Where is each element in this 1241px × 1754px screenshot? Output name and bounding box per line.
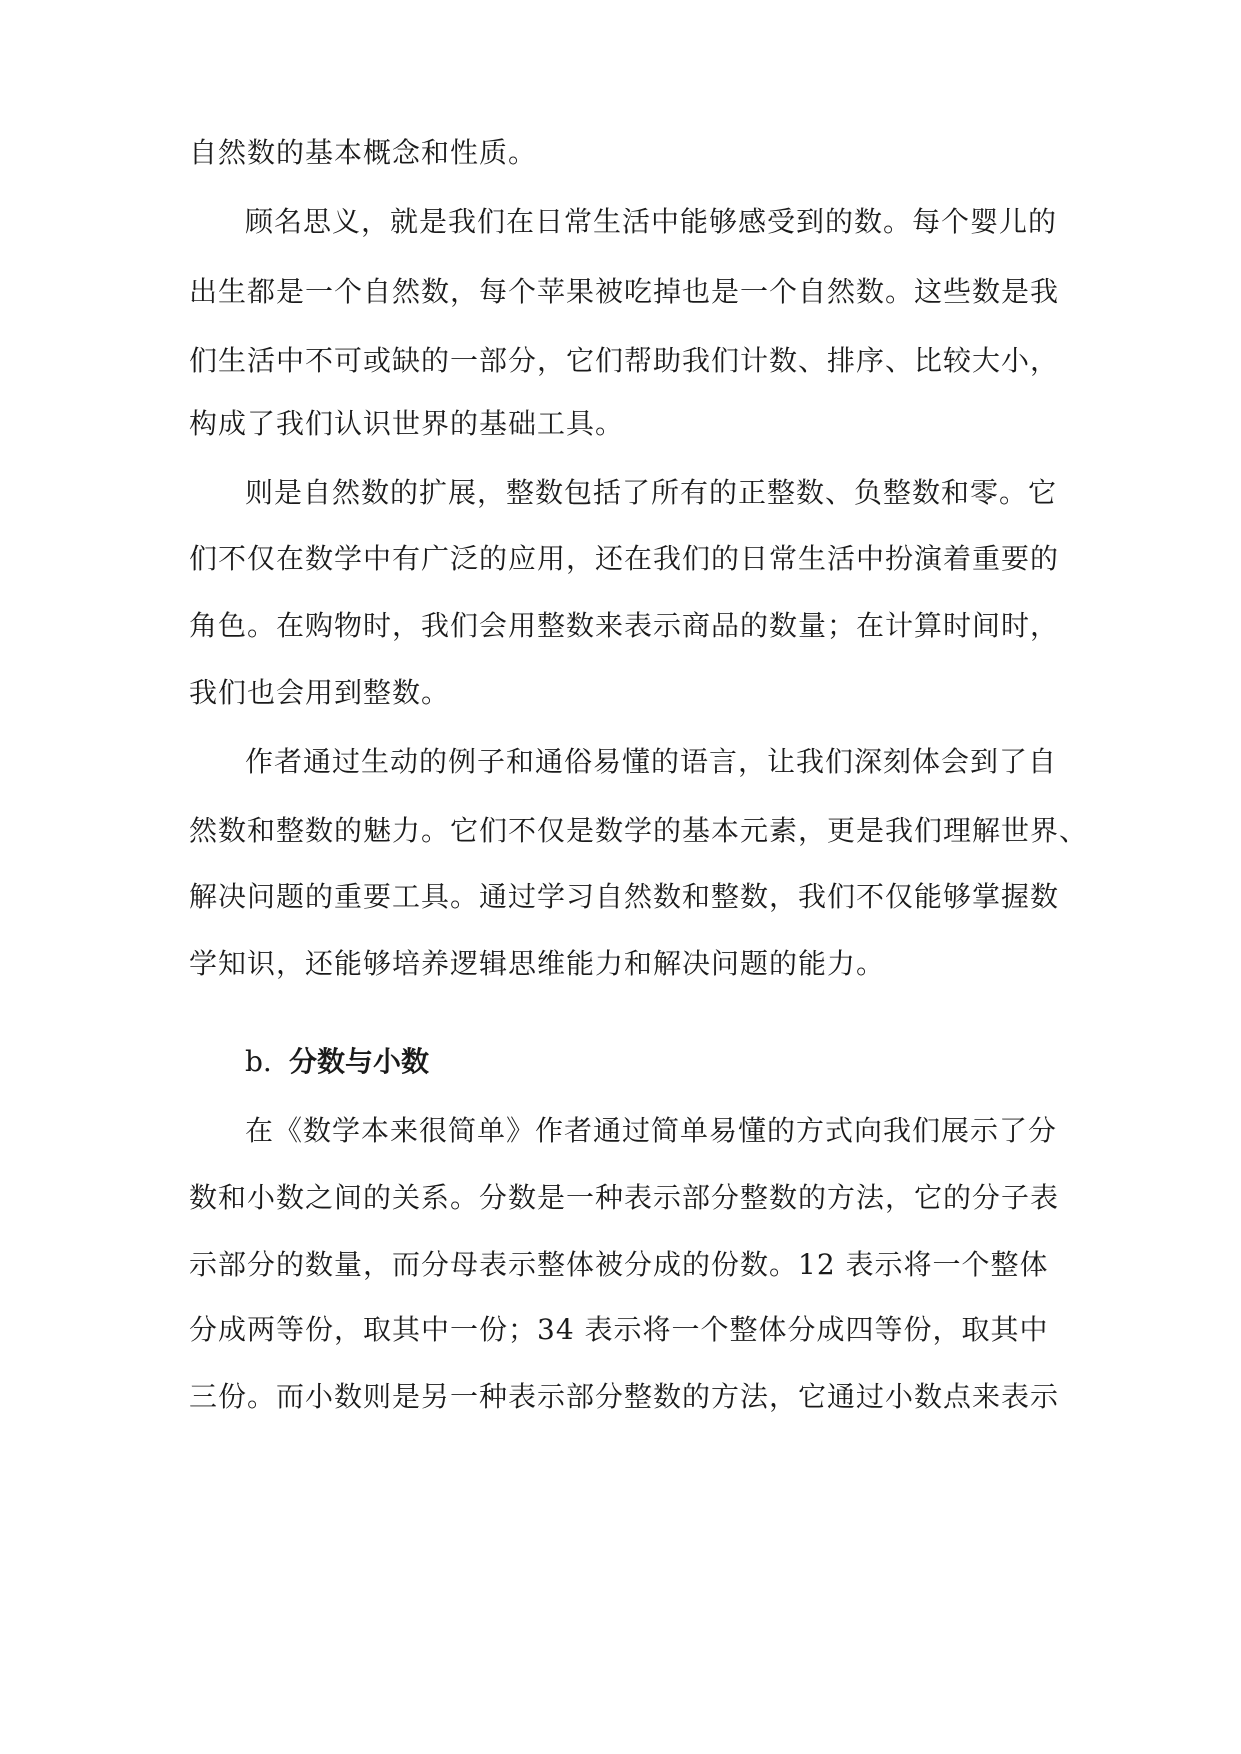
paragraph-line: 我们也会用到整数。 [189,676,451,709]
paragraph-line: 学知识，还能够培养逻辑思维能力和解决问题的能力。 [189,947,886,980]
paragraph-line: 们生活中不可或缺的一部分，它们帮助我们计数、排序、比较大小， [189,344,1060,377]
paragraph-line: 作者通过生动的例子和通俗易懂的语言，让我们深刻体会到了自 [245,745,1058,778]
paragraph-line: 构成了我们认识世界的基础工具。 [189,407,625,440]
paragraph-line: 在《数学本来很简单》作者通过简单易懂的方式向我们展示了分 [245,1114,1058,1147]
paragraph-line: 然数和整数的魅力。它们不仅是数学的基本元素，更是我们理解世界、 [189,814,1089,847]
paragraph-line: 三份。而小数则是另一种表示部分整数的方法，它通过小数点来表示 [189,1380,1060,1413]
paragraph-line: 数和小数之间的关系。分数是一种表示部分整数的方法，它的分子表 [189,1181,1060,1214]
paragraph-line: 则是自然数的扩展，整数包括了所有的正整数、负整数和零。它 [245,476,1058,509]
paragraph-line: 示部分的数量，而分母表示整体被分成的份数。12 表示将一个整体 [189,1248,1049,1281]
paragraph-line: 们不仅在数学中有广泛的应用，还在我们的日常生活中扮演着重要的 [189,542,1060,575]
paragraph-line: 自然数的基本概念和性质。 [189,136,538,169]
paragraph-line: 角色。在购物时，我们会用整数来表示商品的数量；在计算时间时， [189,609,1060,642]
paragraph-line: 出生都是一个自然数，每个苹果被吃掉也是一个自然数。这些数是我 [189,275,1060,308]
paragraph-line: 解决问题的重要工具。通过学习自然数和整数，我们不仅能够掌握数 [189,880,1060,913]
paragraph-line: 顾名思义，就是我们在日常生活中能够感受到的数。每个婴儿的 [245,205,1058,238]
section-number: b. [245,1045,272,1078]
section-title: 分数与小数 [289,1045,430,1078]
section-heading [245,1042,429,1082]
paragraph-line: 分成两等份，取其中一份；34 表示将一个整体分成四等份，取其中 [189,1313,1049,1346]
